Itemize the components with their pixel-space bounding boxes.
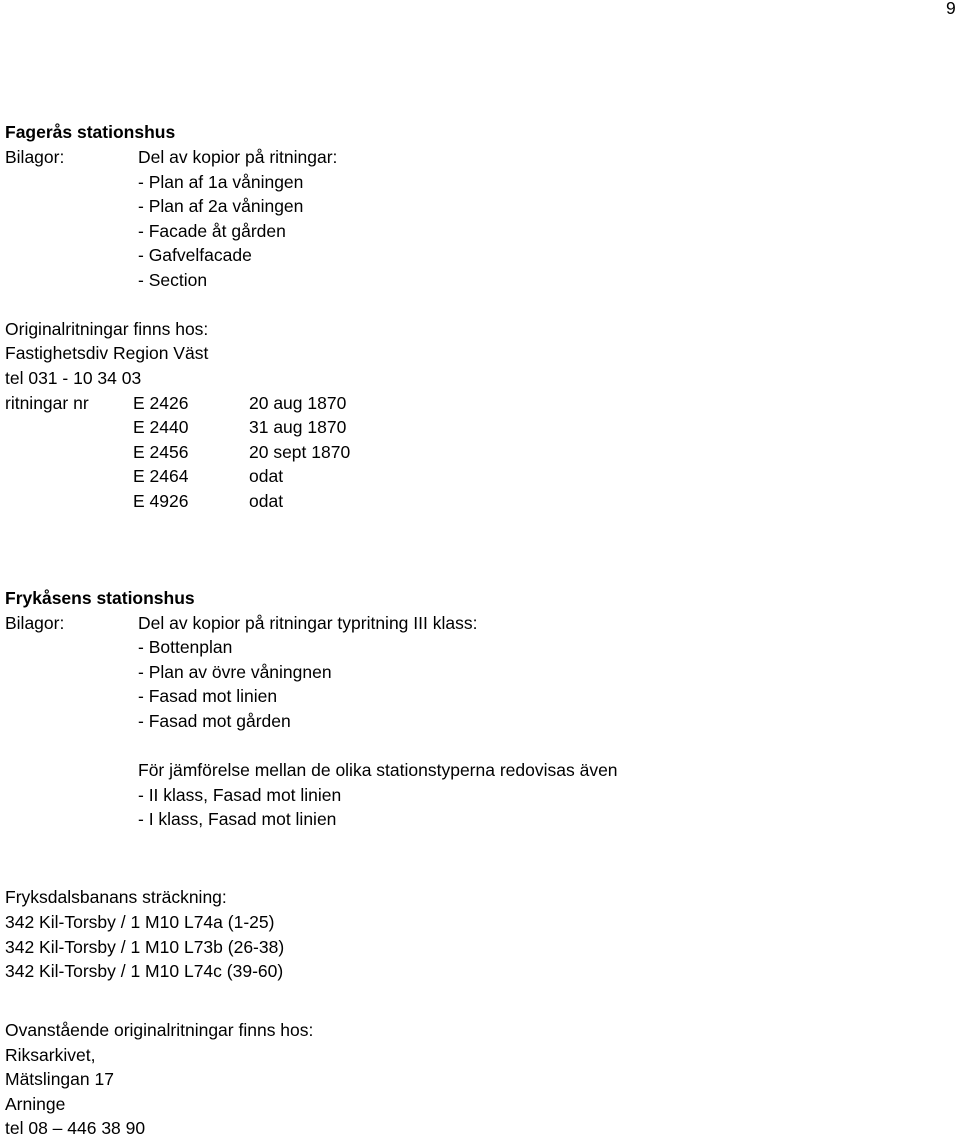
faderas-title: Fagerås stationshus (5, 122, 176, 142)
contact-line: Arninge (5, 1094, 66, 1114)
drawing-date: 20 sept 1870 (249, 442, 351, 462)
faderas-tel: tel 031 - 10 34 03 (5, 368, 142, 388)
fryksdal-line: 342 Kil-Torsby / 1 M10 L74a (1-25) (5, 912, 275, 932)
drawing-nr: E 2464 (133, 466, 189, 486)
drawing-nr: E 2426 (133, 393, 189, 413)
drawing-nr: E 2456 (133, 442, 189, 462)
faderas-bilagor-intro: Del av kopior på ritningar: (138, 147, 338, 167)
comparison-item: - II klass, Fasad mot linien (138, 785, 342, 805)
comparison-item: - I klass, Fasad mot linien (138, 809, 337, 829)
page-number: 9 (946, 0, 956, 18)
faderas-item: - Gafvelfacade (138, 245, 252, 265)
drawing-nr: E 4926 (133, 491, 189, 511)
faderas-item: - Plan af 1a våningen (138, 172, 304, 192)
frykasen-item: - Bottenplan (138, 637, 233, 657)
fryksdal-line: 342 Kil-Torsby / 1 M10 L74c (39-60) (5, 961, 284, 981)
faderas-ritningar-label: ritningar nr (5, 393, 89, 413)
frykasen-bilagor-label: Bilagor: (5, 613, 65, 633)
comparison-intro: För jämförelse mellan de olika stationstyperna redovisas även (138, 760, 618, 780)
frykasen-item: - Fasad mot gården (138, 711, 291, 731)
drawing-date: 31 aug 1870 (249, 417, 347, 437)
drawing-date: odat (249, 491, 284, 511)
contact-label: Ovanstående originalritningar finns hos: (5, 1020, 314, 1040)
contact-line: tel 08 – 446 38 90 (5, 1118, 146, 1138)
contact-line: Riksarkivet, (5, 1045, 96, 1065)
faderas-item: - Section (138, 270, 208, 290)
frykasen-item: - Fasad mot linien (138, 686, 278, 706)
drawing-nr: E 2440 (133, 417, 189, 437)
frykasen-item: - Plan av övre våningnen (138, 662, 332, 682)
faderas-org: Fastighetsdiv Region Väst (5, 343, 209, 363)
drawing-date: 20 aug 1870 (249, 393, 347, 413)
frykasen-bilagor-intro: Del av kopior på ritningar typritning III klass: (138, 613, 478, 633)
faderas-bilagor-label: Bilagor: (5, 147, 65, 167)
fryksdal-line: 342 Kil-Torsby / 1 M10 L73b (26-38) (5, 937, 285, 957)
frykasen-title: Frykåsens stationshus (5, 588, 195, 608)
faderas-original-label: Originalritningar finns hos: (5, 319, 209, 339)
drawing-date: odat (249, 466, 284, 486)
faderas-item: - Facade åt gården (138, 221, 286, 241)
faderas-item: - Plan af 2a våningen (138, 196, 304, 216)
fryksdal-label: Fryksdalsbanans sträckning: (5, 887, 227, 907)
contact-line: Mätslingan 17 (5, 1069, 114, 1089)
